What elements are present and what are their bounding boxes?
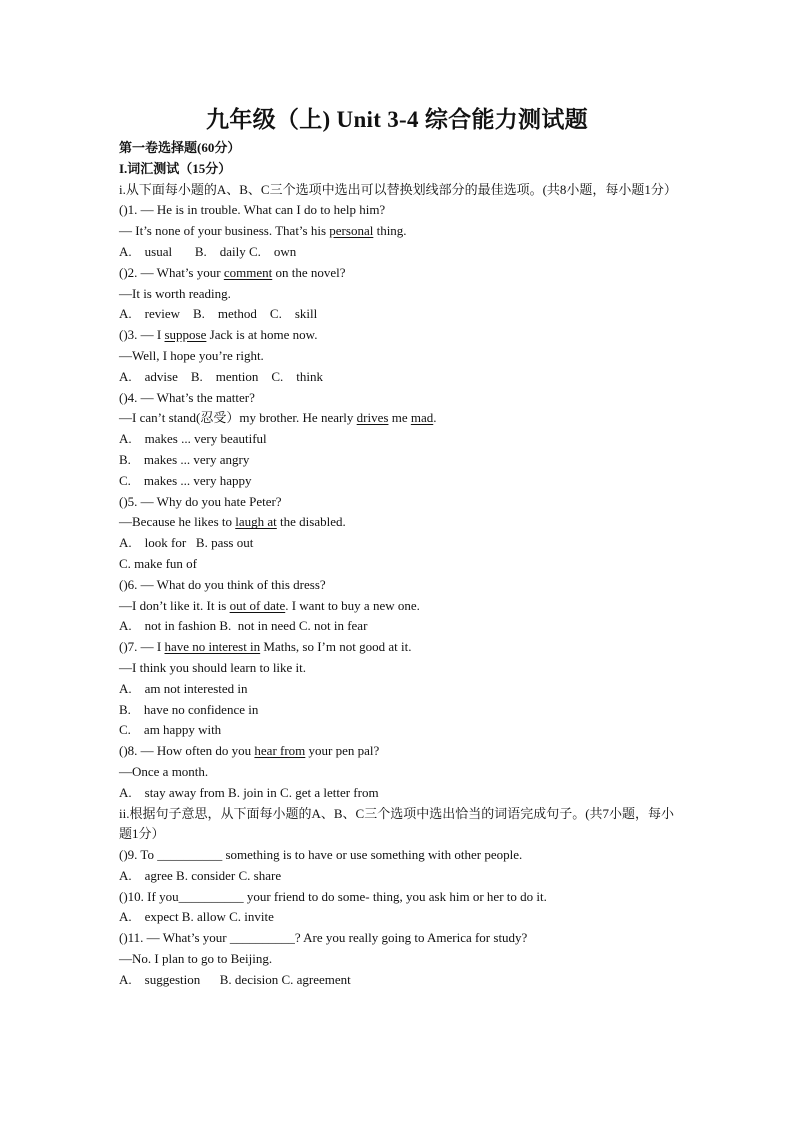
answer-4: —I can’t stand(忍受）my brother. He nearly drives me mad. [119,410,437,426]
options-8: A. stay away from B. join in C. get a letter from [119,784,379,800]
question-11: ()11. — What’s your __________? Are you really going to America for study? [119,930,528,946]
section-heading: 第一卷选择题(60分） [119,140,241,155]
answer-11: —No. I plan to go to Beijing. [119,951,273,967]
answer-8: —Once a month. [119,763,209,779]
option-4a: A. makes ... very beautiful [119,431,267,447]
options-5ab: A. look for B. pass out [119,535,254,551]
underlined-word: hear from [254,743,306,759]
document-body [119,138,679,991]
option-7a: A. am not interested in [119,680,248,696]
question-7: ()7. — I have no interest in Maths, so I’m not good at it. [119,639,412,655]
options-10: A. expect B. allow C. invite [119,909,274,925]
option-4c: C. makes ... very happy [119,472,252,488]
option-4b: B. makes ... very angry [119,451,250,467]
answer-1: — It’s none of your business. That’s his personal thing. [119,223,407,239]
answer-7: —I think you should learn to like it. [119,659,307,675]
underlined-word: out of date [229,597,286,613]
question-2: ()2. — What’s your comment on the novel? [119,264,346,280]
options-9: A. agree B. consider C. share [119,867,282,883]
options-1: A. usual B. daily C. own [119,243,297,259]
option-7c: C. am happy with [119,722,222,738]
underlined-word: comment [223,264,273,280]
underlined-word: personal [329,223,374,239]
underlined-word: drives [356,410,389,426]
instruction-1: i.从下面每小题的A、B、C三个选项中选出可以替换划线部分的最佳选项。(共8小题，每小题1分） [119,181,677,197]
options-2: A. review B. method C. skill [119,306,318,322]
question-9: ()9. To __________ something is to have or use something with other people. [119,847,523,863]
option-7b: B. have no confidence in [119,701,259,717]
answer-5: —Because he likes to laugh at the disabled. [119,514,346,530]
question-1: ()1. — He is in trouble. What can I do to help him? [119,202,386,218]
answer-2: —It is worth reading. [119,285,231,301]
underlined-word: mad [410,410,434,426]
question-6: ()6. — What do you think of this dress? [119,576,326,592]
underlined-word: have no interest in [164,639,261,655]
question-5: ()5. — Why do you hate Peter? [119,493,282,509]
question-10: ()10. If you__________ your friend to do some- thing, you ask him or her to do it. [119,888,547,904]
page-title: 九年级（上) Unit 3-4 综合能力测试题 [206,107,588,132]
underlined-word: laugh at [235,514,277,530]
options-6: A. not in fashion B. not in need C. not in fear [119,618,368,634]
options-11: A. suggestion B. decision C. agreement [119,971,351,987]
option-5c: C. make fun of [119,555,197,571]
options-3: A. advise B. mention C. think [119,368,324,384]
question-4: ()4. — What’s the matter? [119,389,255,405]
part-heading: I.词汇测试（15分） [119,160,232,176]
answer-3: —Well, I hope you’re right. [119,347,264,363]
question-8: ()8. — How often do you hear from your pen pal? [119,743,380,759]
answer-6: —I don’t like it. It is out of date. I want to buy a new one. [119,597,420,613]
question-3: ()3. — I suppose Jack is at home now. [119,327,318,343]
underlined-word: suppose [164,327,207,343]
instruction-2: ii.根据句子意思，从下面每小题的A、B、C三个选项中选出恰当的词语完成句子。(共7小题，每小题1分） [119,805,675,842]
